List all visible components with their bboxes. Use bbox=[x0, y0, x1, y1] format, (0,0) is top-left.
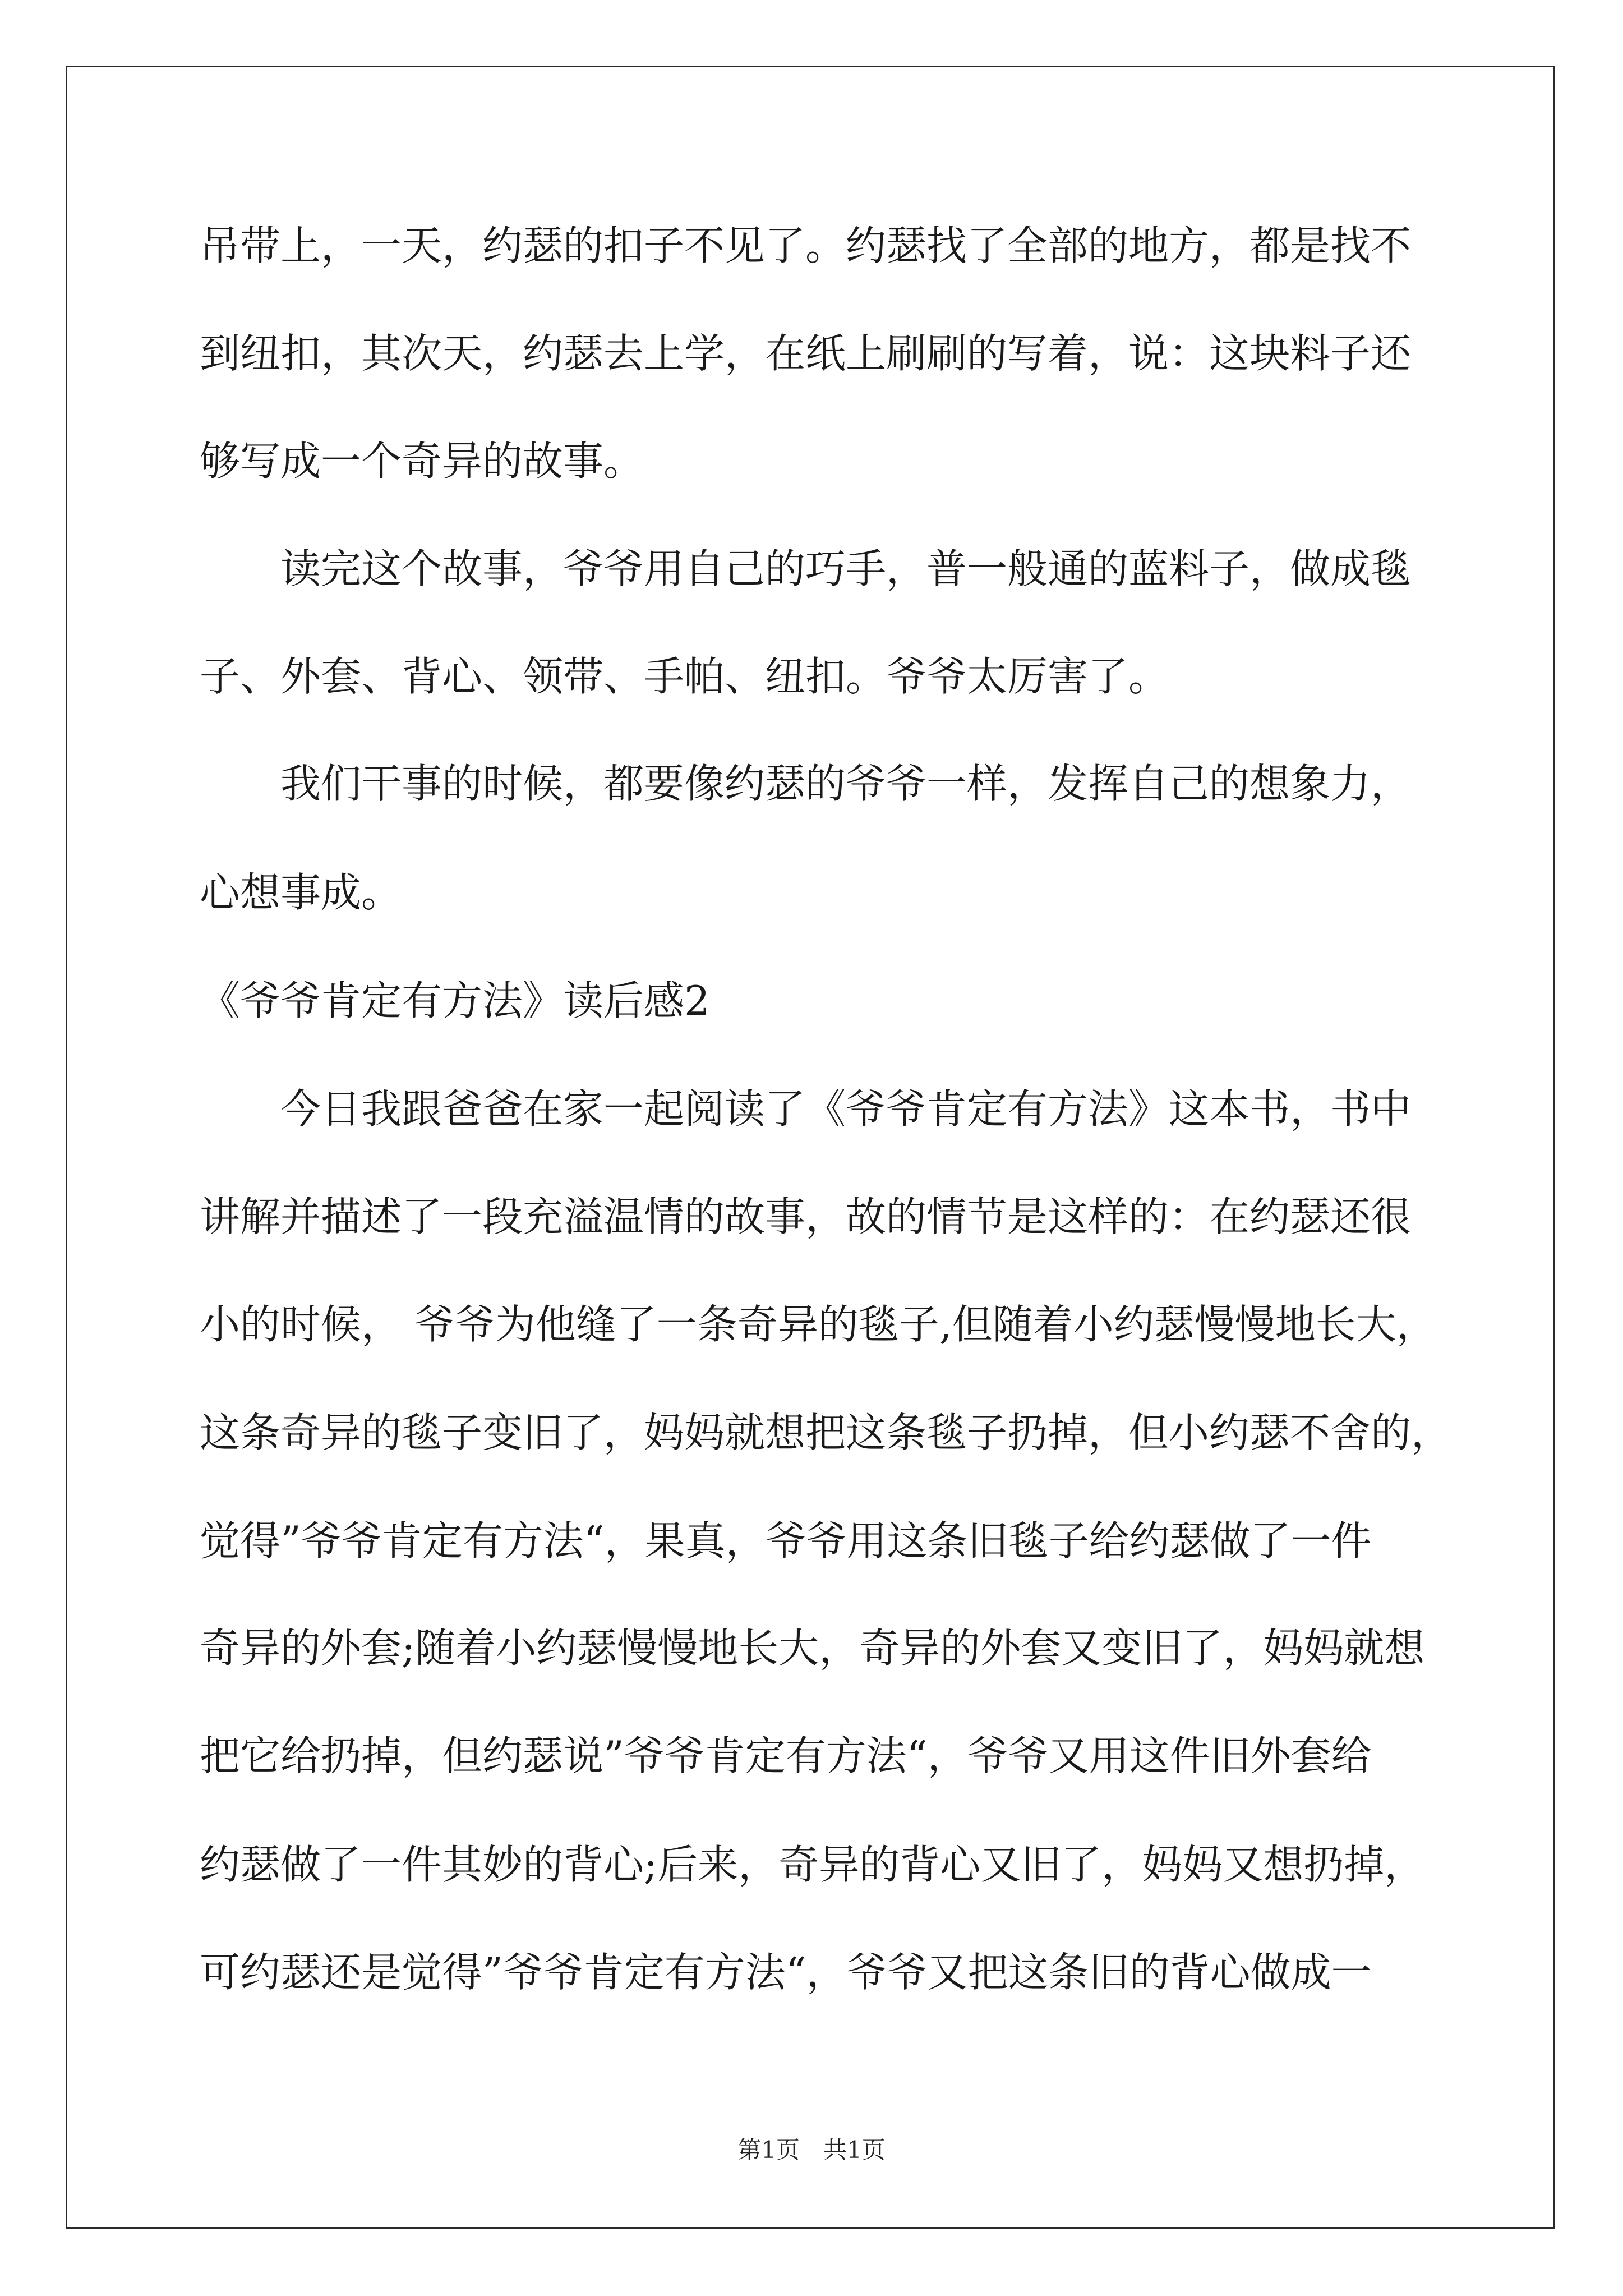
body-line-14: 奇异的外套;随着小约瑟慢慢地长大，奇异的外套又变旧了，妈妈就想 bbox=[200, 1625, 1425, 1672]
body-line-15: 把它给扔掉，但约瑟说”爷爷肯定有方法“，爷爷又用这件旧外套给 bbox=[200, 1732, 1372, 1779]
body-line-13: 觉得”爷爷肯定有方法“，果真，爷爷用这条旧毯子给约瑟做了一件 bbox=[200, 1517, 1372, 1565]
body-line-12: 这条奇异的毯子变旧了，妈妈就想把这条毯子扔掉，但小约瑟不舍的， bbox=[200, 1409, 1452, 1456]
body-line-16: 约瑟做了一件其妙的背心;后来，奇异的背心又旧了，妈妈又想扔掉， bbox=[200, 1841, 1425, 1888]
page-footer: 第1页 共1页 bbox=[737, 2136, 886, 2164]
body-line-10: 讲解并描述了一段充溢温情的故事，故的情节是这样的：在约瑟还很 bbox=[200, 1193, 1412, 1240]
body-line-11: 小的时候， 爷爷为他缝了一条奇异的毯子,但随着小约瑟慢慢地长大， bbox=[200, 1301, 1437, 1348]
body-line-5: 子、外套、背心、领带、手帕、纽扣。爷爷太厉害了。 bbox=[200, 653, 1169, 700]
body-line-9: 今日我跟爸爸在家一起阅读了《爷爷肯定有方法》这本书，书中 bbox=[280, 1085, 1412, 1133]
body-line-6: 我们干事的时候，都要像约瑟的爷爷一样，发挥自己的想象力， bbox=[280, 760, 1412, 807]
body-line-17: 可约瑟还是觉得”爷爷肯定有方法“，爷爷又把这条旧的背心做成一 bbox=[200, 1949, 1372, 1996]
body-line-1: 吊带上，一天，约瑟的扣子不见了。约瑟找了全部的地方，都是找不 bbox=[200, 222, 1412, 269]
body-line-4: 读完这个故事，爷爷用自己的巧手，普一般通的蓝料子，做成毯 bbox=[280, 545, 1412, 592]
body-line-7: 心想事成。 bbox=[200, 869, 402, 916]
body-line-2: 到纽扣，其次天，约瑟去上学，在纸上刷刷的写着，说：这块料子还 bbox=[200, 330, 1412, 377]
page-border bbox=[66, 66, 1555, 2229]
body-line-3: 够写成一个奇异的故事。 bbox=[200, 438, 644, 485]
section-heading: 《爷爷肯定有方法》读后感2 bbox=[200, 977, 710, 1024]
